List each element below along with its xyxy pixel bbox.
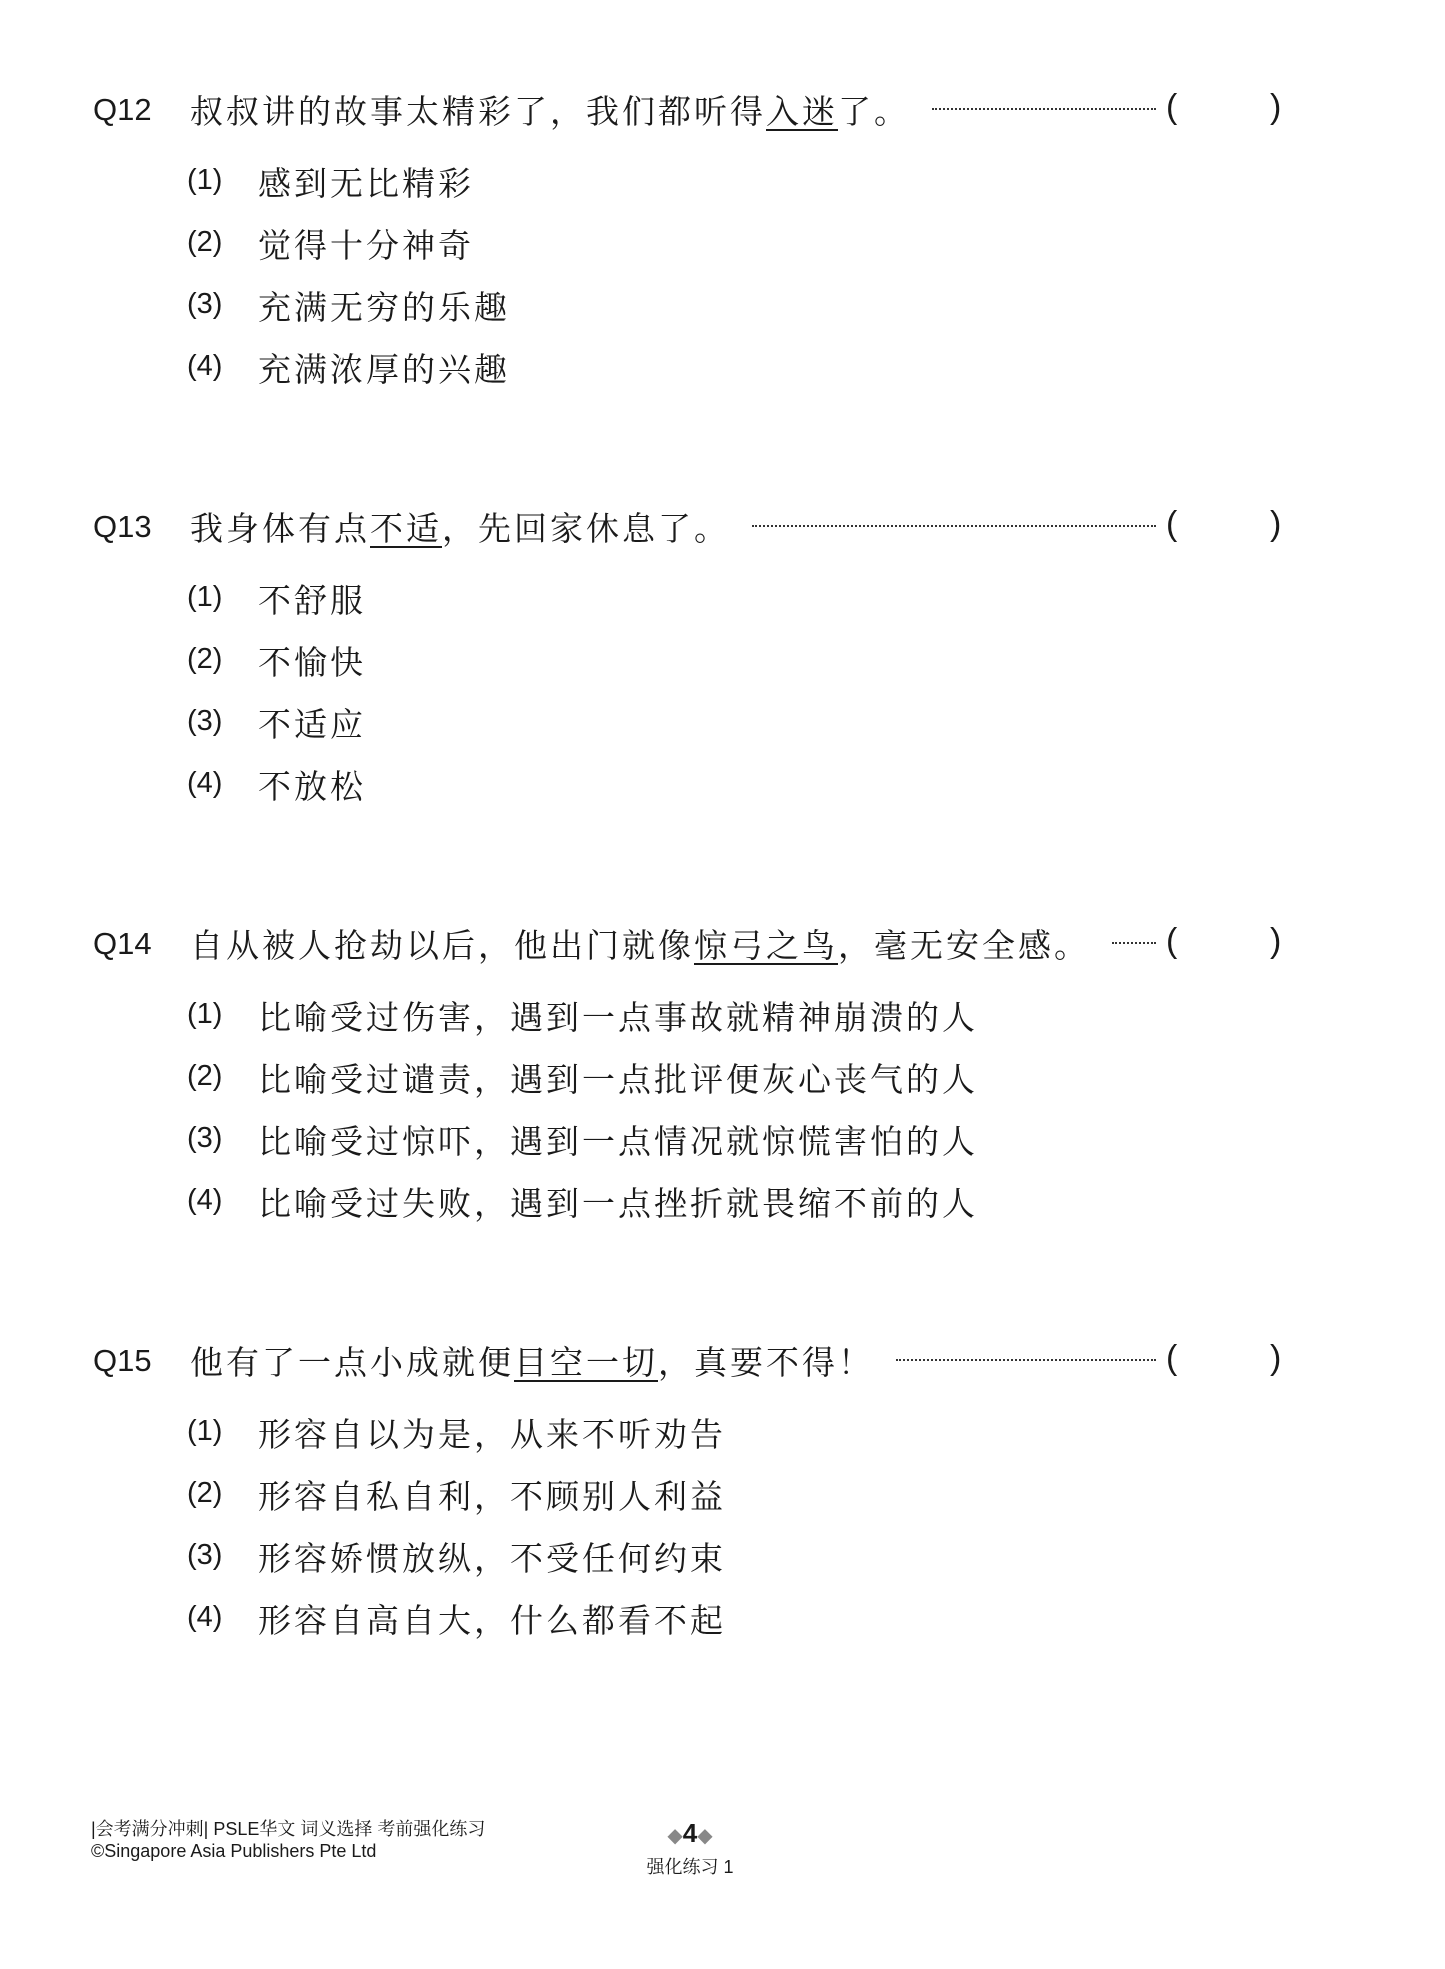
- option-text: 不愉快: [258, 643, 366, 682]
- option: [0, 761, 1445, 811]
- dotted-leader: [932, 108, 1156, 110]
- section-label: 强化练习 1: [646, 1857, 734, 1877]
- option-number: (2): [187, 1477, 223, 1509]
- option: [0, 699, 1445, 749]
- option-number: (2): [187, 643, 223, 675]
- question-text: [190, 86, 910, 133]
- stem-after: 了。: [838, 92, 910, 131]
- option-text: 比喻受过谴责，遇到一点批评便灰心丧气的人: [258, 1060, 978, 1099]
- option-text: 不舒服: [258, 581, 366, 620]
- answer-close-paren: ): [1270, 1339, 1282, 1377]
- option-number: (4): [187, 350, 223, 382]
- question-text: [190, 920, 1090, 967]
- option-number: (2): [187, 226, 223, 258]
- option-number: (4): [187, 767, 223, 799]
- answer-open-paren: (: [1166, 1339, 1178, 1377]
- option-text: 不放松: [258, 767, 366, 806]
- dotted-leader: [896, 1359, 1156, 1361]
- page-number: 4: [682, 1818, 698, 1848]
- answer-open-paren: (: [1166, 88, 1178, 126]
- question-stem: [0, 920, 1445, 970]
- option-text: 充满无穷的乐趣: [258, 288, 510, 327]
- option-number: (4): [187, 1601, 223, 1633]
- question-number: Q13: [93, 509, 152, 544]
- option-number: (3): [187, 288, 223, 320]
- question-number: Q15: [93, 1343, 152, 1378]
- option-text: 比喻受过伤害，遇到一点事故就精神崩溃的人: [258, 998, 978, 1037]
- option: [0, 1471, 1445, 1521]
- answer-close-paren: ): [1270, 505, 1282, 543]
- option: [0, 637, 1445, 687]
- option: [0, 1533, 1445, 1583]
- book-title: |会考满分冲刺| PSLE华文 词义选择 考前强化练习: [91, 1819, 486, 1839]
- option: [0, 1178, 1445, 1228]
- option-text: 觉得十分神奇: [258, 226, 474, 265]
- option-number: (1): [187, 998, 223, 1030]
- option: [0, 158, 1445, 208]
- answer-open-paren: (: [1166, 505, 1178, 543]
- stem-before: 叔叔讲的故事太精彩了，我们都听得: [190, 92, 766, 131]
- option-text: 感到无比精彩: [258, 164, 474, 203]
- dotted-leader: [1112, 942, 1156, 944]
- option-text: 比喻受过惊吓，遇到一点情况就惊慌害怕的人: [258, 1122, 978, 1161]
- option: [0, 344, 1445, 394]
- option-number: (1): [187, 1415, 223, 1447]
- option-text: 形容自以为是，从来不听劝告: [258, 1415, 726, 1454]
- stem-after: ，真要不得！: [658, 1343, 874, 1382]
- underlined-term: 惊弓之鸟: [694, 926, 838, 965]
- question-stem: [0, 1337, 1445, 1387]
- copyright: ©Singapore Asia Publishers Pte Ltd: [91, 1841, 377, 1861]
- stem-before: 他有了一点小成就便: [190, 1343, 514, 1382]
- underlined-term: 目空一切: [514, 1343, 658, 1382]
- option-number: (3): [187, 1539, 223, 1571]
- option-number: (4): [187, 1184, 223, 1216]
- option-text: 充满浓厚的兴趣: [258, 350, 510, 389]
- stem-before: 我身体有点: [190, 509, 370, 548]
- option-number: (3): [187, 1122, 223, 1154]
- stem-after: ，毫无安全感。: [838, 926, 1090, 965]
- option-text: 形容自高自大，什么都看不起: [258, 1601, 726, 1640]
- option: [0, 1409, 1445, 1459]
- question-text: [190, 1337, 874, 1384]
- diamond-icon: ◆: [697, 1825, 713, 1847]
- answer-close-paren: ): [1270, 922, 1282, 960]
- question-stem: [0, 503, 1445, 553]
- footer-info: [91, 1818, 485, 1862]
- page-marker: [620, 1818, 760, 1879]
- option: [0, 282, 1445, 332]
- stem-after: ，先回家休息了。: [442, 509, 730, 548]
- option-number: (3): [187, 705, 223, 737]
- option: [0, 575, 1445, 625]
- dotted-leader: [752, 525, 1156, 527]
- question-text: [190, 503, 730, 550]
- option: [0, 1595, 1445, 1645]
- question-number: Q12: [93, 92, 152, 127]
- option-text: 不适应: [258, 705, 366, 744]
- answer-open-paren: (: [1166, 922, 1178, 960]
- underlined-term: 入迷: [766, 92, 838, 131]
- option-number: (1): [187, 581, 223, 613]
- option-number: (2): [187, 1060, 223, 1092]
- option-text: 形容娇惯放纵，不受任何约束: [258, 1539, 726, 1578]
- option: [0, 220, 1445, 270]
- answer-close-paren: ): [1270, 88, 1282, 126]
- diamond-icon: ◆: [667, 1825, 683, 1847]
- option: [0, 1116, 1445, 1166]
- option-number: (1): [187, 164, 223, 196]
- stem-before: 自从被人抢劫以后，他出门就像: [190, 926, 694, 965]
- question-stem: [0, 86, 1445, 136]
- option-text: 比喻受过失败，遇到一点挫折就畏缩不前的人: [258, 1184, 978, 1223]
- underlined-term: 不适: [370, 509, 442, 548]
- question-number: Q14: [93, 926, 152, 961]
- option: [0, 1054, 1445, 1104]
- option: [0, 992, 1445, 1042]
- option-text: 形容自私自利，不顾别人利益: [258, 1477, 726, 1516]
